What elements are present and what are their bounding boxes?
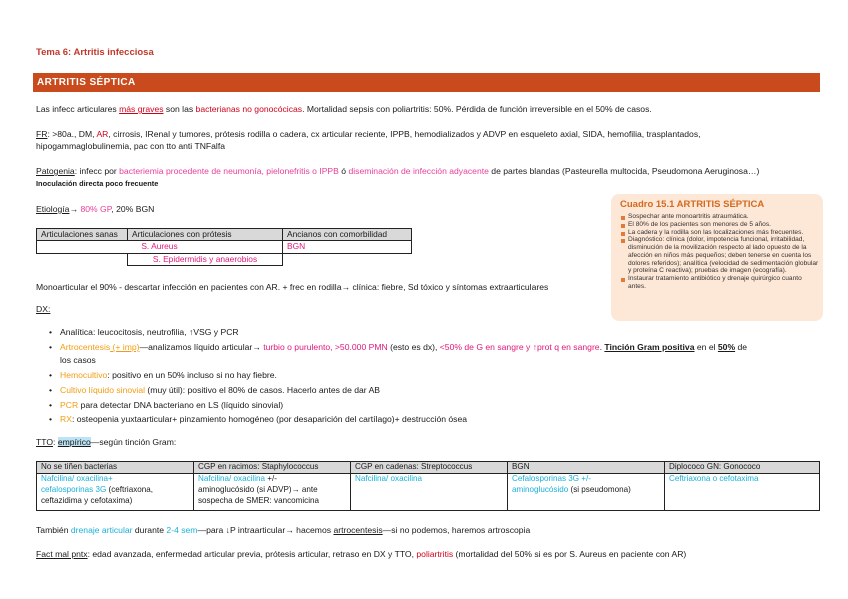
dx-artrocentesis-text: —analizamos líquido articular→ <box>139 342 264 352</box>
treatment-text: : <box>53 437 58 447</box>
dx-rx-term: RX <box>60 414 72 424</box>
prognosis-label: Fact mal pntx <box>36 549 88 559</box>
summary-box-item: Diagnóstico: clínica (dolor, impotencia funcional, irritabilidad, disminución de la movilización respecto al lado opuesto de la afección en niños más pequeños; deben tenerse en cuenta los dolores referidos); analítica (velocidad de sedimentación globular y proteína C reactiva); pruebas de imagen (ecografía). <box>620 236 820 275</box>
dx-artrocentesis <box>60 342 747 354</box>
treatment-header: CGP en racimos: Staphylococcus <box>194 462 351 474</box>
dx-artrocentesis-text: en el <box>694 342 718 352</box>
drainage-text: —si no podemos, haremos artroscopia <box>382 525 531 535</box>
treatment-empiric: empírico <box>57 437 91 447</box>
intro-paragraph <box>36 104 816 116</box>
risk-factors-text: , cirrosis, IRenal y tumores, prótesis rodilla o cadera, cx articular reciente, IPPB, hemodializados y ADVP en esqueleto axial, SIDA, hemofilia, trasplantados, <box>108 129 701 139</box>
treatment-cell-gonococo <box>665 474 820 511</box>
summary-box-item: Instaurar tratamiento antibiótico y drenaje quirúrgico cuanto antes. <box>620 275 820 291</box>
dx-rx-text: : osteopenia yuxtaarticular+ pinzamiento homogéneo (por desaparición del cartílago)+ destrucción ósea <box>71 414 468 424</box>
section-banner <box>33 73 820 92</box>
etiology-gp: 80% GP <box>80 204 112 214</box>
treatment-drug: Nafcilina/ oxacilina <box>355 474 423 483</box>
drainage-line <box>36 525 816 537</box>
etiology-label: Etiología <box>36 204 70 214</box>
dx-artrocentesis-text: . <box>599 342 605 352</box>
pathogenesis-label: Patogenia <box>36 166 75 176</box>
dx-pcr <box>60 400 283 412</box>
etiology-header: Articulaciones con prótesis <box>128 229 283 241</box>
etiology-cell-empty <box>37 253 128 265</box>
dx-cultivo-term: Cultivo líquido sinovial <box>60 385 146 395</box>
dx-analitica: • Analítica: leucocitosis, neutrofilia, ↑VSG y PCR <box>60 327 239 339</box>
risk-factors-text: : >80a., DM, <box>47 129 97 139</box>
prognosis-line <box>36 549 816 561</box>
treatment-cell-strep <box>351 474 508 511</box>
treatment-note: sospecha de SMER: vancomicina <box>198 495 320 505</box>
dx-rx <box>60 414 467 426</box>
dx-hemocultivo <box>60 370 277 382</box>
dx-artrocentesis-imp: (+ imp) <box>110 342 140 352</box>
treatment-cell-bgn <box>508 474 665 511</box>
etiology-cell-s-aureus: S. Aureus <box>37 241 283 253</box>
pathogenesis-text: ó <box>338 166 349 176</box>
dx-artrocentesis-percent: 50% <box>717 342 736 352</box>
dx-artrocentesis-pmn: , >50.000 PMN <box>330 342 388 352</box>
pathogenesis-text: de partes blandas (Pasteurella multocida, Pseudomona Aeruginosa…) <box>488 166 760 176</box>
intro-highlight-bacterial: bacterianas no gonocócicas <box>195 104 303 114</box>
treatment-cell-line <box>512 485 660 496</box>
treatment-header: CGP en cadenas: Streptococcus <box>351 462 508 474</box>
pathogenesis-inoculation: Inoculación directa poco frecuente <box>36 179 159 188</box>
treatment-drug: Nafcilina/ oxacilina <box>198 474 266 483</box>
treatment-cell-staph <box>194 474 351 511</box>
risk-factors-ar: AR <box>96 129 109 139</box>
dx-pcr-text: para detectar DNA bacteriano en LS (líquido sinovial) <box>78 400 284 410</box>
pathogenesis-line <box>36 166 816 178</box>
treatment-table <box>36 461 820 511</box>
prognosis-text: (mortalidad del 50% si es por S. Aureus en paciente con AR) <box>453 549 687 559</box>
etiology-header: Articulaciones sanas <box>37 229 128 241</box>
treatment-note: aminoglucósido (si ADVP)→ ante <box>198 484 318 494</box>
treatment-note: ceftazidima y cefotaxima) <box>41 495 133 505</box>
treatment-label: TTO <box>36 437 54 447</box>
treatment-drug: cefalosporinas 3G <box>41 484 107 494</box>
monoarticular-line: Monoarticular el 90% - descartar infección en pacientes con AR. + frec en rodilla→ clínica: fiebre, Sd tóxico y síntomas extraarticulares <box>36 282 549 292</box>
treatment-text: —según tinción Gram: <box>90 437 177 447</box>
intro-text: Las infecc articulares <box>36 104 120 114</box>
drainage-text: —para ↓P intraarticular→ hacemos <box>197 525 334 535</box>
etiology-cell-bgn: BGN <box>283 241 412 253</box>
etiology-header: Ancianos con comorbilidad <box>283 229 412 241</box>
drainage-text: durante <box>132 525 167 535</box>
prognosis-text: : edad avanzada, enfermedad articular previa, prótesis articular, retraso en DX y TTO, <box>87 549 417 559</box>
summary-box-item: La cadera y la rodilla son las localizaciones más frecuentes. <box>620 229 820 237</box>
dx-hemocultivo-text: : positivo en un 50% incluso si no hay fiebre. <box>107 370 277 380</box>
drainage-text: También <box>36 525 71 535</box>
dx-artrocentesis-glucose: <50% de G en sangre y ↑prot q en sangre <box>439 342 600 352</box>
summary-box-title: Cuadro 15.1 ARTRITIS SÉPTICA <box>620 199 765 210</box>
etiology-text: , 20% BGN <box>111 204 155 214</box>
drainage-duration: 2-4 sem <box>166 525 198 535</box>
dx-artrocentesis-gram: Tinción Gram positiva <box>604 342 695 352</box>
drainage-term: drenaje articular <box>70 525 133 535</box>
treatment-cell-line <box>41 485 189 496</box>
treatment-note: (si pseudomona) <box>568 484 631 494</box>
dx-label: DX: <box>36 304 51 314</box>
treatment-note: +/- <box>265 474 277 483</box>
dx-artrocentesis-cont: los casos <box>60 355 96 365</box>
pathogenesis-adjacent: diseminación de infección adyacente <box>348 166 489 176</box>
treatment-drug: Ceftriaxona o cefotaxima <box>669 474 759 483</box>
dx-hemocultivo-term: Hemocultivo <box>60 370 108 380</box>
pathogenesis-bacteremia: bacteriemia procedente de neumonía, pielonefritis o IPPB <box>119 166 339 176</box>
treatment-cell-no-stain <box>37 474 194 511</box>
treatment-note: (ceftriaxona, <box>106 484 154 494</box>
etiology-cell-s-epidermidis: S. Epidermidis y anaerobios <box>128 253 283 265</box>
etiology-text: → <box>69 204 81 214</box>
pathogenesis-text: : infecc por <box>74 166 120 176</box>
treatment-header: Diplococo GN: Gonococo <box>665 462 820 474</box>
risk-factors-line1 <box>36 129 816 141</box>
treatment-header: BGN <box>508 462 665 474</box>
dx-artrocentesis-purulent: turbio o purulento <box>263 342 331 352</box>
intro-text: son las <box>163 104 196 114</box>
treatment-drug: Nafcilina/ oxacilina+ <box>41 474 113 483</box>
section-title: ARTRITIS SÉPTICA <box>37 77 136 88</box>
risk-factors-label: FR <box>36 129 48 139</box>
prognosis-polyarthritis: poliartritis <box>416 549 454 559</box>
summary-box-item: El 80% de los pacientes son menores de 5 años. <box>620 221 820 229</box>
dx-pcr-term: PCR <box>60 400 79 410</box>
topic-title: Tema 6: Artritis infecciosa <box>36 47 154 58</box>
etiology-table <box>36 228 412 266</box>
treatment-drug: Cefalosporinas 3G +/- <box>512 474 591 483</box>
dx-cultivo <box>60 385 380 397</box>
treatment-line <box>36 437 816 449</box>
dx-artrocentesis-text: de <box>735 342 748 352</box>
treatment-cell-line <box>198 474 346 485</box>
summary-box-list <box>620 213 820 291</box>
dx-artrocentesis-text: (esto es dx), <box>387 342 440 352</box>
treatment-drug: aminoglucósido <box>512 484 569 494</box>
etiology-cell-empty <box>283 253 412 265</box>
dx-artrocentesis-term: Artrocentesis <box>60 342 111 352</box>
intro-highlight-grave: más graves <box>119 104 164 114</box>
dx-label-text: DX <box>36 304 48 314</box>
drainage-artrocentesis: artrocentesis <box>333 525 383 535</box>
summary-box-item: Sospechar ante monoartritis atraumática. <box>620 213 820 221</box>
risk-factors-line2: hipogammaglobulinemia, pac con tto anti TNFalfa <box>36 141 226 151</box>
intro-text: . Mortalidad sepsis con poliartritis: 50%. Pérdida de función irreversible en el 50% de casos. <box>302 104 652 114</box>
treatment-header: No se tiñen bacterias <box>37 462 194 474</box>
dx-cultivo-text: (muy útil): positivo el 80% de casos. Hacerlo antes de dar AB <box>145 385 381 395</box>
